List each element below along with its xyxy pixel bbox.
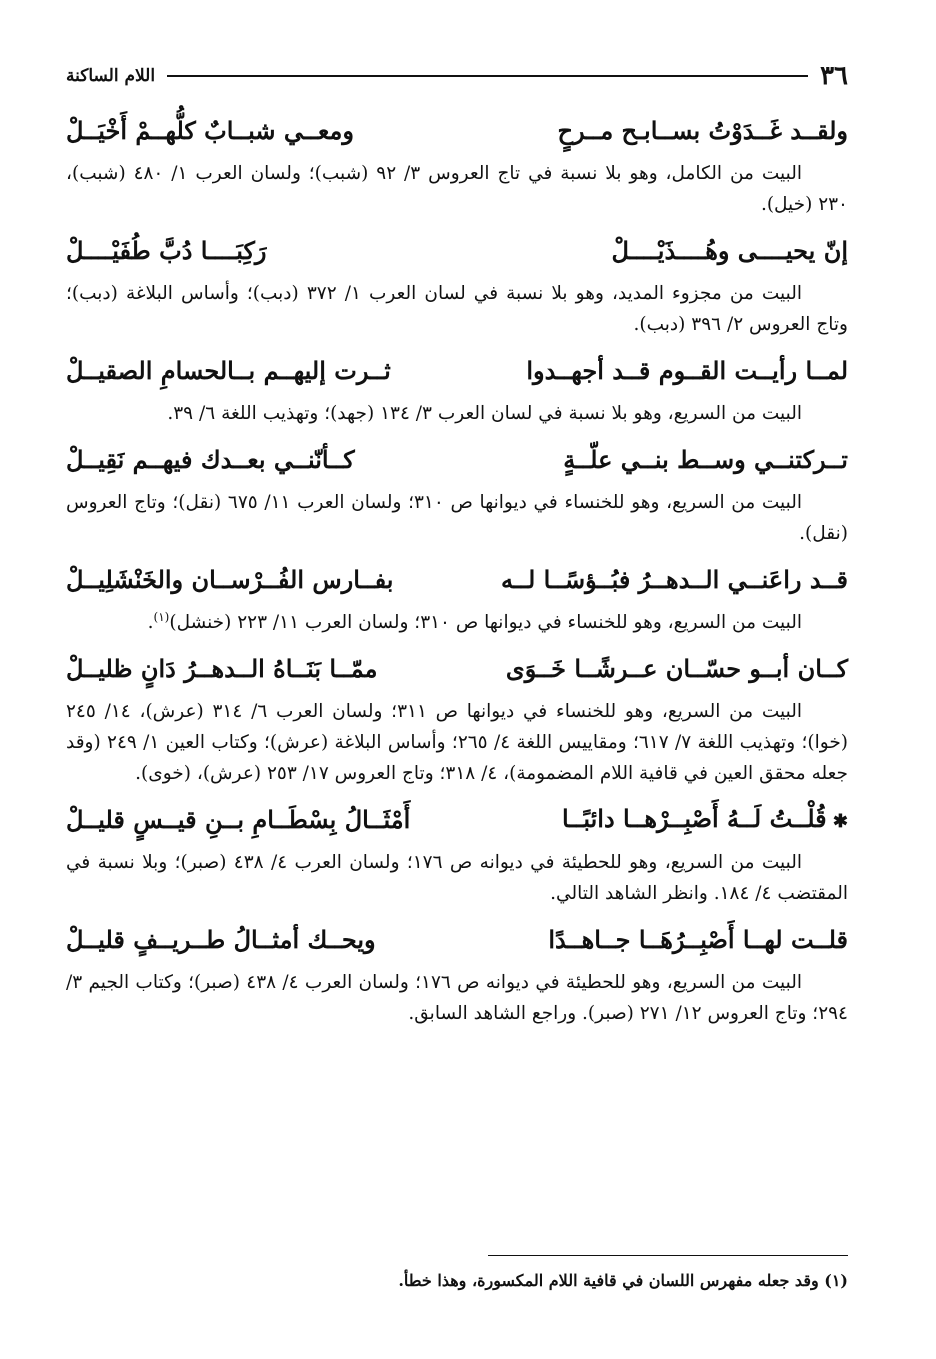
verse-entry — [66, 104, 848, 220]
second-hemistich: ومعــي شبــابٌ كلُّهــمْ أَخْيَــلْ — [66, 116, 354, 145]
first-hemistich: لمــا رأيــت القــوم قــد أجهــدوا — [526, 356, 848, 385]
verse-line-marked — [66, 793, 848, 847]
first-hemistich: قــد راعَنــي الــدهــرُ فبُــؤسًــا لــه — [501, 565, 848, 594]
verse-entry — [66, 344, 848, 429]
first-hemistich: ولقــد غَــدَوْتُ بســابـح مــرحٍ — [557, 116, 848, 145]
first-hemistich: ✱ قُلْــتُ لَــهُ أَصْبِــرْهــا دائبًــا — [562, 792, 848, 849]
footnote-divider — [488, 1255, 848, 1256]
second-hemistich: ممّــا بَنَــاهُ الــدهــرُ دَانٍ ظليــلْ — [66, 654, 378, 683]
verse-entry — [66, 793, 848, 909]
verse-commentary: البيت من مجزوء المديد، وهو بلا نسبة في لسان العرب ١/ ٣٧٢ (دبب)؛ وأساس البلاغة (دبب)؛ وتاج العروس ٢/ ٣٩٦ (دبب). — [66, 283, 848, 335]
verse-entry — [66, 642, 848, 789]
second-hemistich: كــأنّنــي بعــدك فيهــم نَقِيــلْ — [66, 445, 355, 474]
second-hemistich: بفــارس الفُــرْســان والخَنْشَلِيــلْ — [66, 565, 394, 594]
verse-entry — [66, 224, 848, 340]
verse-line — [66, 433, 848, 487]
verse-line — [66, 344, 848, 398]
verse-entry — [66, 433, 848, 549]
footnote-reference[interactable]: (١) — [153, 609, 170, 624]
verse-line — [66, 642, 848, 696]
verse-line — [66, 104, 848, 158]
first-hemistich: قلــت لهــا أَصْبِــرُهَــا جــاهــدًا — [548, 925, 848, 954]
second-hemistich: ويحــك أمثــالُ طــريــفٍ قليــلْ — [66, 925, 376, 954]
verse-commentary — [66, 607, 848, 638]
page-content — [66, 104, 848, 1033]
verse-line — [66, 913, 848, 967]
verse-entry — [66, 553, 848, 638]
verse-commentary: البيت من السريع، وهو بلا نسبة في لسان العرب ٣/ ١٣٤ (جهد)؛ وتهذيب اللغة ٦/ ٣٩. — [167, 403, 802, 424]
commentary-end: . — [147, 612, 154, 633]
second-hemistich: ثــرت إليهــم بــالحسامِ الصقيــلْ — [66, 356, 391, 385]
verse-commentary: البيت من السريع، وهو للحطيئة في ديوانه ص ١٧٦؛ ولسان العرب ٤/ ٤٣٨ (صبر)؛ وبلا نسبة في المقتضب ٤/ ١٨٤. وانظر الشاهد التالي. — [66, 852, 848, 904]
second-hemistich: رَكِبَــــا دُبَّ طُفَيْــــلْ — [66, 236, 267, 265]
verse-line — [66, 224, 848, 278]
verse-entry — [66, 913, 848, 1029]
second-hemistich: أَمْثَــالُ بِسْطَــامِ بــنِ قيــسٍ قليــلْ — [66, 805, 411, 834]
running-title: اللام الساكنة — [66, 66, 156, 86]
verse-commentary: البيت من السريع، وهو للخنساء في ديوانها ص ٣١١؛ ولسان العرب ٦/ ٣١٤ (عرش)، ١٤/ ٢٤٥ (خوا)؛ وتهذيب اللغة ٧/ ٦١٧؛ ومقاييس اللغة ٤/ ٢٦٥؛ وأساس البلاغة (عرش)؛ وكتاب العين ١/ ٢٤٩ (وقد جعله محقق العين في قافية اللام المضمومة)، ٤/ ٣١٨؛ وتاج العروس ١٧/ ٢٥٣ (عرش)، (خوى). — [66, 701, 848, 784]
page-header — [66, 58, 848, 94]
footnote: (١) وقد جعله مفهرس اللسان في قافية اللام المكسورة، وهذا خطأ. — [398, 1271, 848, 1290]
first-hemistich: إنّ يحيــــى وهُــــذَيْــــلْ — [611, 236, 848, 265]
first-hemistich: تــركتنــي وســط بنــي علّــةٍ — [563, 445, 848, 474]
commentary-text: البيت من السريع، وهو للخنساء في ديوانها ص ٣١٠؛ ولسان العرب ١١/ ٢٢٣ (خنشل) — [169, 612, 802, 633]
header-rule — [167, 75, 808, 77]
verse-commentary: البيت من الكامل، وهو بلا نسبة في تاج العروس ٣/ ٩٢ (شبب)؛ ولسان العرب ١/ ٤٨٠ (شبب)، ٢٣٠ (خيل). — [66, 163, 848, 215]
verse-line — [66, 553, 848, 607]
verse-commentary: البيت من السريع، وهو للحطيئة في ديوانه ص ١٧٦؛ ولسان العرب ٤/ ٤٣٨ (صبر)؛ وكتاب الجيم ٣/ ٢٩٤؛ وتاج العروس ١٢/ ٢٧١ (صبر). وراجع الشاهد السابق. — [66, 972, 848, 1024]
verse-commentary: البيت من السريع، وهو للخنساء في ديوانها ص ٣١٠؛ ولسان العرب ١١/ ٦٧٥ (نقل)؛ وتاج العروس (نقل). — [66, 492, 848, 544]
first-hemistich: كــان أبــو حسّــان عــرشًــا خَــوَى — [505, 654, 848, 683]
page-number: ٣٦ — [820, 61, 848, 91]
